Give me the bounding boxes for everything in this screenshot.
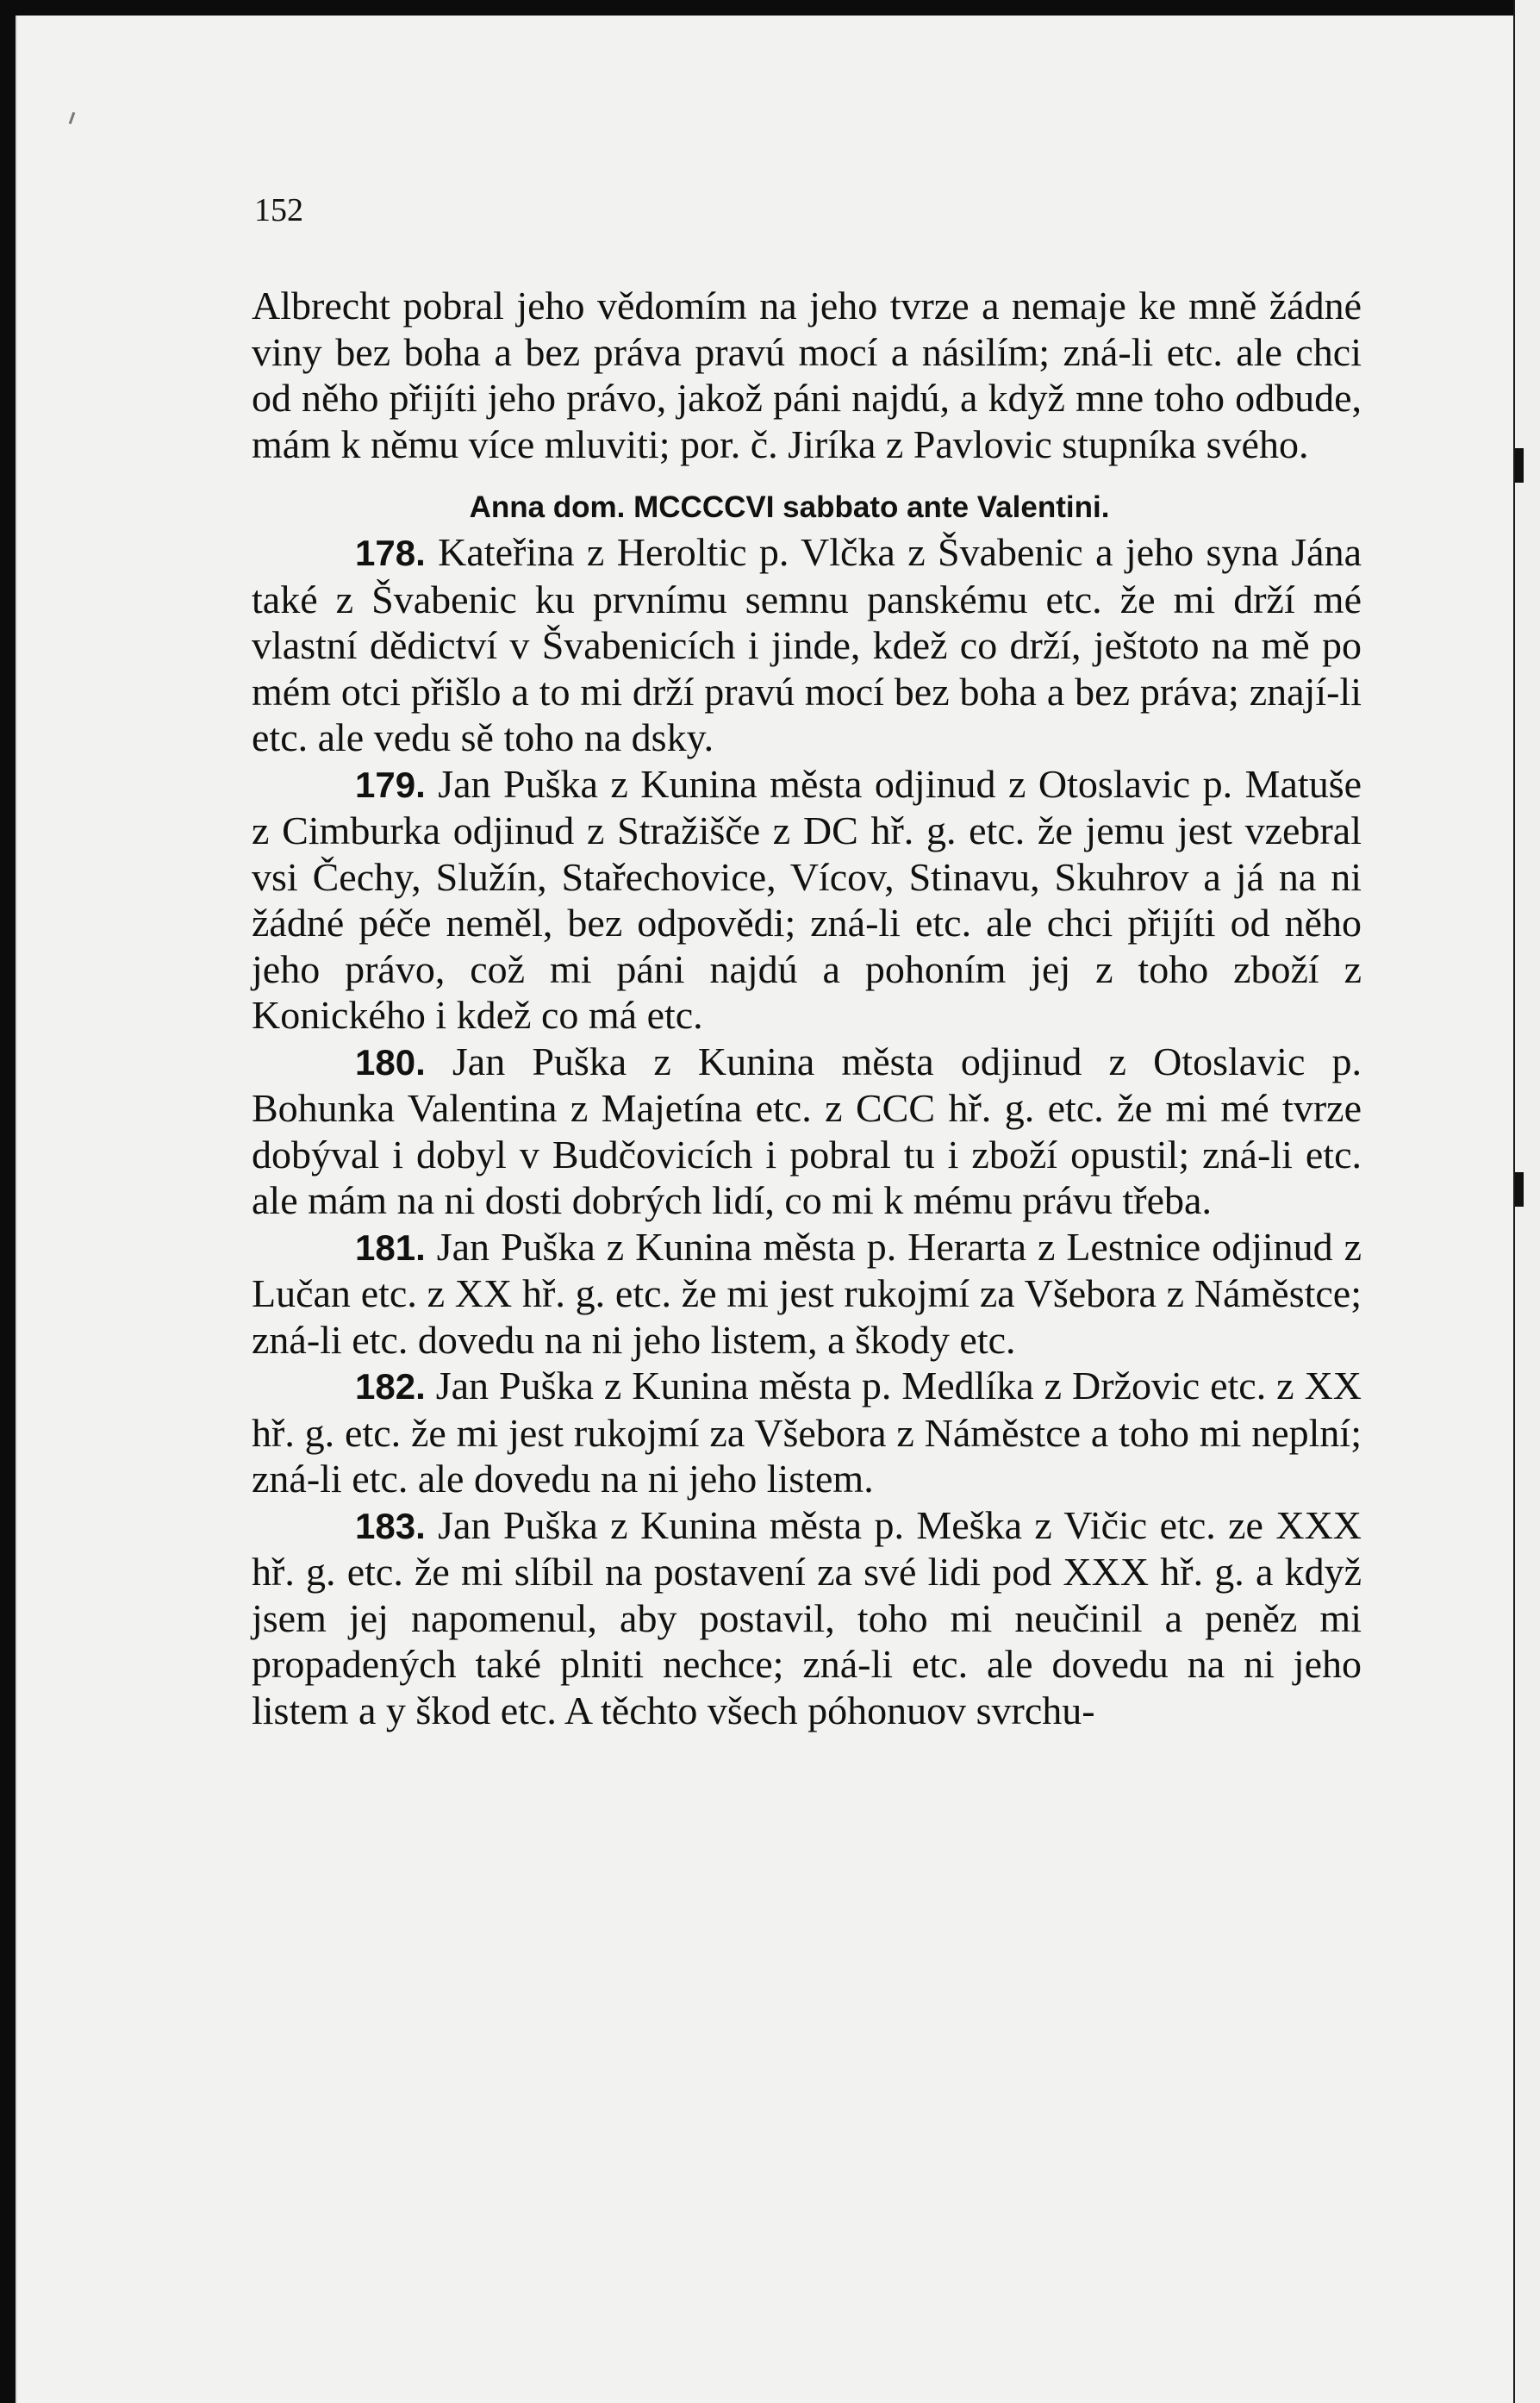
- section-heading: Anna dom. MCCCCVI sabbato ante Valentini.: [469, 490, 1110, 524]
- entry-text: Jan Puška z Kunina města odjinud z Otoslavic p. Bohunka Valentina z Majetína etc. z CCC hř. g. etc. že mi mé tvrze dobýval i dobyl v Budčovicích i pobral tu i zboží opustil; zná-li etc. ale mám na ni dosti dobrých lidí, co mi k mému právu třeba.: [252, 1039, 1362, 1222]
- entry-178: [252, 529, 1362, 761]
- entry-number: 178.: [355, 533, 426, 573]
- entry-text: Jan Puška z Kunina města p. Medlíka z Držovic etc. z XX hř. g. etc. že mi jest rukojmí za Všebora z Náměstce a toho mi neplní; zná-li etc. ale dovedu na ni jeho listem.: [252, 1364, 1362, 1501]
- edge-tick: [1515, 448, 1524, 483]
- entry-number: 182.: [355, 1366, 426, 1407]
- entry-181: [252, 1224, 1362, 1364]
- entry-180: [252, 1039, 1362, 1224]
- entry-number: 180.: [355, 1041, 426, 1083]
- page-number: 152: [254, 192, 303, 228]
- entry-text: Jan Puška z Kunina města p. Herarta z Lestnice odjinud z Lučan etc. z XX hř. g. etc. že mi jest rukojmí za Všebora z Náměstce; zná-li etc. dovedu na ni jeho listem, a škody etc.: [252, 1224, 1362, 1362]
- entry-183: [252, 1502, 1362, 1734]
- entry-179: [252, 761, 1362, 1039]
- entry-text: Jan Puška z Kunina města odjinud z Otoslavic p. Matuše z Cimburka odjinud z Stražišče z DC hř. g. etc. že jemu jest vzebral vsi Čechy, Služín, Stařechovice, Vícov, Stinavu, Skuhrov a já na ni žádné péče neměl, bez odpovědi; zná-li etc. ale chci přijíti od něho jeho právo, což mi páni najdú a pohoním jej z toho zboží z Konického i kdež co má etc.: [252, 761, 1362, 1037]
- entry-182: [252, 1363, 1362, 1502]
- page-body: [252, 283, 1362, 1733]
- entry-number: 183.: [355, 1505, 426, 1546]
- entry-text: Kateřina z Heroltic p. Vlčka z Švabenic a jeho syna Jána také z Švabenic ku prvnímu semnu panskému etc. že mi drží mé vlastní dědictví v Švabenicích i jinde, kdež co drží, ještoto na mě po mém otci přišlo a to mi drží pravú mocí bez boha a bez práva; znají-li etc. ale vedu sě toho na dsky.: [252, 530, 1362, 759]
- intro-paragraph: Albrecht pobral jeho vědomím na jeho tvrze a nemaje ke mně žádné viny bez boha a bez práva pravú mocí a násilím; zná-li etc. ale chci od něho přijíti jeho právo, jakož páni najdú, a když mne toho odbude, mám k němu více mluviti; por. č. Jiríka z Pavlovic stupníka svého.: [252, 284, 1362, 466]
- edge-tick: [1515, 1172, 1524, 1207]
- entry-number: 179.: [355, 764, 426, 805]
- entry-text: Jan Puška z Kunina města p. Meška z Vičic etc. ze XXX hř. g. etc. že mi slíbil na postavení za své lidi pod XXX hř. g. a když jsem jej napomenul, aby postavil, toho mi neučinil a peněz mi propadených také plniti nechce; zná-li etc. ale dovedu na ni jeho listem a y škod etc. A těchto všech póhonuov svrchu-: [252, 1502, 1362, 1732]
- entry-number: 181.: [355, 1226, 426, 1268]
